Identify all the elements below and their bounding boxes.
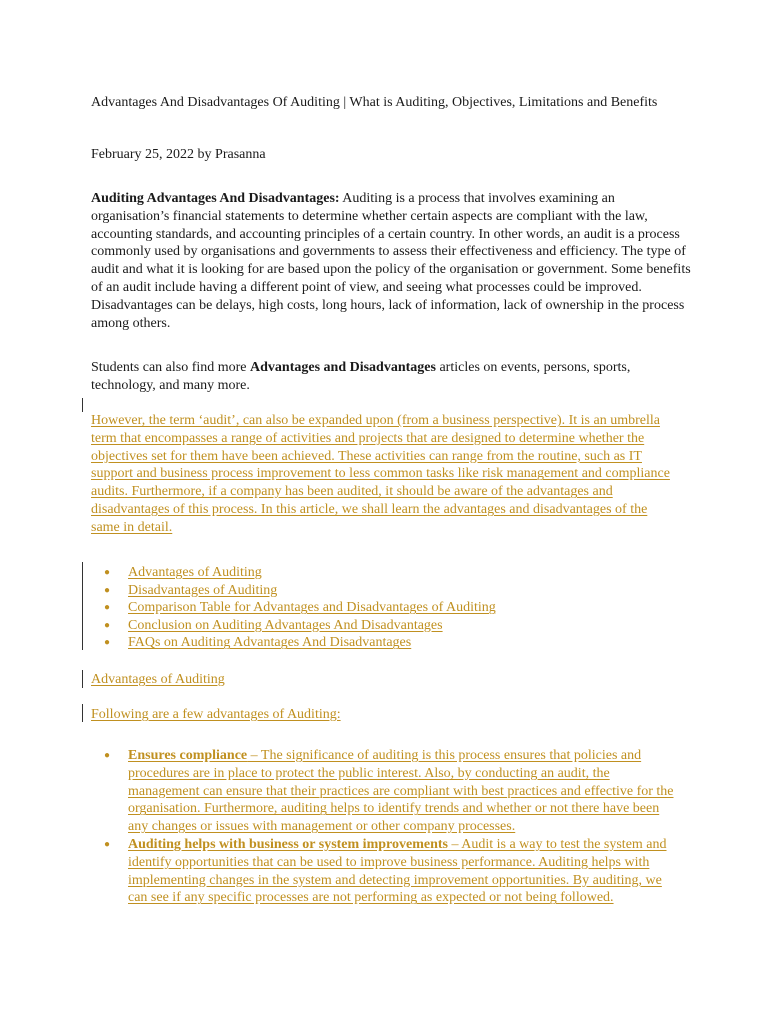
intro-text: Auditing is a process that involves examining an organisation’s financial statements to determine whether certain aspects are compliant with the law, accounting standards, and accounting principles of a certain country. In other words, an audit is a process commonly used by organisations and governments to assess their effectiveness and efficiency. The type of audit and what it is looking for are based upon the policy of the organisation or government. Some benefits of an audit include having a different point of view, and seeing what processes could be improved. Disadvantages can be delays, high costs, long hours, lack of information, lack of ownership in the process among others. [91, 191, 691, 331]
bullet-icon: ● [104, 567, 111, 578]
bullet-icon: ● [104, 619, 111, 631]
bullet-icon: ● [104, 584, 111, 596]
advantage-label: Ensures compliance [128, 748, 248, 763]
article-byline: February 25, 2022 by Prasanna [91, 147, 266, 162]
students-bold: Advantages and Disadvantages [250, 360, 436, 375]
students-pre: Students can also find more [91, 360, 251, 375]
intro-bold-lead: Auditing Advantages And Disadvantages: [91, 191, 340, 206]
toc-link[interactable]: Advantages of Auditing [128, 565, 262, 580]
bullet-icon: ● [104, 637, 111, 649]
bullet-icon: ● [104, 838, 111, 850]
section-intro[interactable]: Following are a few advantages of Auditing: [91, 707, 341, 722]
students-post: articles on events, persons, sports, technology, and many more. [91, 360, 631, 393]
heading-bar [82, 670, 83, 688]
toc-link[interactable]: FAQs on Auditing Advantages And Disadvantages [128, 635, 412, 651]
advantage-text: – The significance of auditing is this process ensures that policies and procedures are in place to protect the public interest. Also, by conducting an audit, the management can ensure that their practices are compliant with best practices and effective for the organisation. Furthermore, auditing helps to identify trends and whether or not there have been any changes or issues with management or other company processes. [128, 748, 674, 835]
bullet-icon: ● [104, 602, 111, 614]
toc-link[interactable]: Conclusion on Auditing Advantages And Disadvantages [128, 617, 443, 633]
section-heading[interactable]: Advantages of Auditing [91, 672, 225, 687]
quote-paragraph[interactable]: However, the term ‘audit’, can also be expanded upon (from a business perspective). It is an umbrella term that encompasses a range of activities and projects that are designed to determine whether the objectives set for them have been achieved. These activities can range from the routine, such as IT support and business process improvement to less common tasks like risk management and compliance audits. Furthermore, if a company has been audited, it should be aware of the advantages and disadvantages of this process. In this article, we shall learn the advantages and disadvantages of the same in detail. [91, 413, 670, 535]
toc-item[interactable] [104, 634, 496, 652]
intro-bar [82, 704, 83, 722]
advantage-label: Auditing helps with business or system improvements [128, 836, 448, 852]
quote-bar [82, 398, 83, 412]
toc-bar [82, 562, 83, 650]
advantage-text: – Audit is a way to test the system and identify opportunities that can be used to improve business performance. Auditing helps with implementing changes in the system and detecting improvement opportunities. By auditing, we can see if any specific processes are not performing as expected or not being followed. [128, 836, 667, 906]
table-of-contents [104, 564, 496, 652]
toc-link[interactable]: Disadvantages of Auditing [128, 582, 278, 598]
bullet-icon: ● [104, 750, 111, 761]
students-paragraph [91, 359, 681, 395]
toc-item[interactable] [104, 617, 496, 635]
advantages-list [104, 747, 678, 907]
advantage-item[interactable] [104, 747, 678, 836]
toc-link[interactable]: Comparison Table for Advantages and Disadvantages of Auditing [128, 600, 496, 616]
toc-item[interactable] [104, 564, 496, 582]
advantage-item[interactable] [104, 836, 678, 907]
toc-item[interactable] [104, 599, 496, 617]
article-title: Advantages And Disadvantages Of Auditing | What is Auditing, Objectives, Limitations and Benefits [91, 95, 658, 110]
intro-paragraph [91, 190, 691, 332]
toc-item[interactable] [104, 582, 496, 600]
